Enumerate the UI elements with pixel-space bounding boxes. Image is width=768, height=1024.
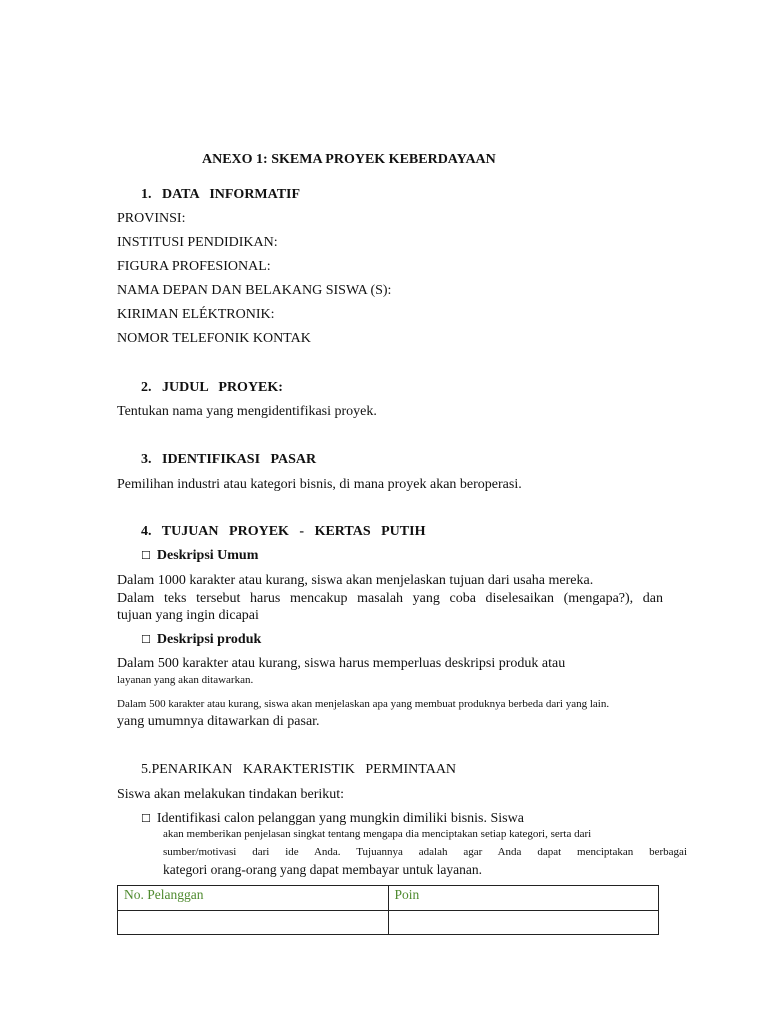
document-title: ANEXO 1: SKEMA PROYEK KEBERDAYAAN (202, 152, 496, 167)
field-figura: FIGURA PROFESIONAL: (117, 259, 271, 274)
deskripsi-produk-line-4: yang umumnya ditawarkan di pasar. (117, 714, 320, 729)
subsection-deskripsi-produk (141, 632, 261, 647)
section-3-text: Pemilihan industri atau kategori bisnis, di mana proyek akan beroperasi. (117, 477, 522, 492)
deskripsi-produk-line-1: Dalam 500 karakter atau kurang, siswa harus memperluas deskripsi produk atau (117, 656, 566, 671)
checkbox-icon: ☐ (141, 549, 151, 562)
bullet-identifikasi (141, 811, 524, 826)
bullet-line-3: sumber/motivasi dari ide Anda. Tujuannya adalah agar Anda dapat menciptakan berbagai (163, 846, 687, 858)
deskripsi-produk-line-2: layanan yang akan ditawarkan. (117, 674, 254, 686)
checkbox-icon: ☐ (141, 812, 151, 825)
field-nama-siswa: NAMA DEPAN DAN BELAKANG SISWA (S): (117, 283, 392, 298)
field-institusi: INSTITUSI PENDIDIKAN: (117, 235, 278, 250)
section-2-heading: 2. JUDUL PROYEK: (141, 380, 283, 395)
deskripsi-umum-line-2: Dalam teks tersebut harus mencakup masalah yang coba diselesaikan (mengapa?), dan (117, 591, 663, 606)
pelanggan-table (117, 885, 659, 935)
table-cell[interactable] (388, 911, 659, 935)
table-header-poin: Poin (388, 886, 659, 911)
table-header-no-pelanggan: No. Pelanggan (118, 886, 389, 911)
subsection-deskripsi-umum (141, 548, 258, 563)
bullet-text: Identifikasi calon pelanggan yang mungkin dimiliki bisnis. Siswa (156, 811, 524, 826)
section-2-text: Tentukan nama yang mengidentifikasi proyek. (117, 404, 377, 419)
deskripsi-umum-line-1: Dalam 1000 karakter atau kurang, siswa akan menjelaskan tujuan dari usaha mereka. (117, 573, 594, 588)
section-5-intro: Siswa akan melakukan tindakan berikut: (117, 787, 345, 802)
bullet-line-4: kategori orang-orang yang dapat membayar untuk layanan. (163, 862, 483, 877)
field-provinsi: PROVINSI: (117, 211, 186, 226)
section-1-heading: 1. DATA INFORMATIF (141, 187, 301, 202)
field-nomor-telefon: NOMOR TELEFONIK KONTAK (117, 331, 311, 346)
subsection-title: Deskripsi produk (156, 632, 262, 647)
deskripsi-produk-line-3: Dalam 500 karakter atau kurang, siswa akan menjelaskan apa yang membuat produknya berbeda dari yang lain. (117, 698, 610, 710)
checkbox-icon: ☐ (141, 633, 151, 646)
deskripsi-umum-line-3: tujuan yang ingin dicapai (117, 608, 259, 623)
section-3-heading: 3. IDENTIFIKASI PASAR (141, 452, 317, 467)
bullet-line-2: akan memberikan penjelasan singkat tentang mengapa dia menciptakan setiap kategori, serta dari (163, 828, 592, 840)
table-header-row (118, 886, 659, 911)
section-4-heading: 4. TUJUAN PROYEK - KERTAS PUTIH (141, 524, 426, 539)
field-kiriman: KIRIMAN ELÉKTRONIK: (117, 307, 275, 322)
table-row (118, 911, 659, 935)
subsection-title: Deskripsi Umum (156, 548, 259, 563)
section-5-heading: 5.PENARIKAN KARAKTERISTIK PERMINTAAN (141, 762, 457, 777)
table-cell[interactable] (118, 911, 389, 935)
